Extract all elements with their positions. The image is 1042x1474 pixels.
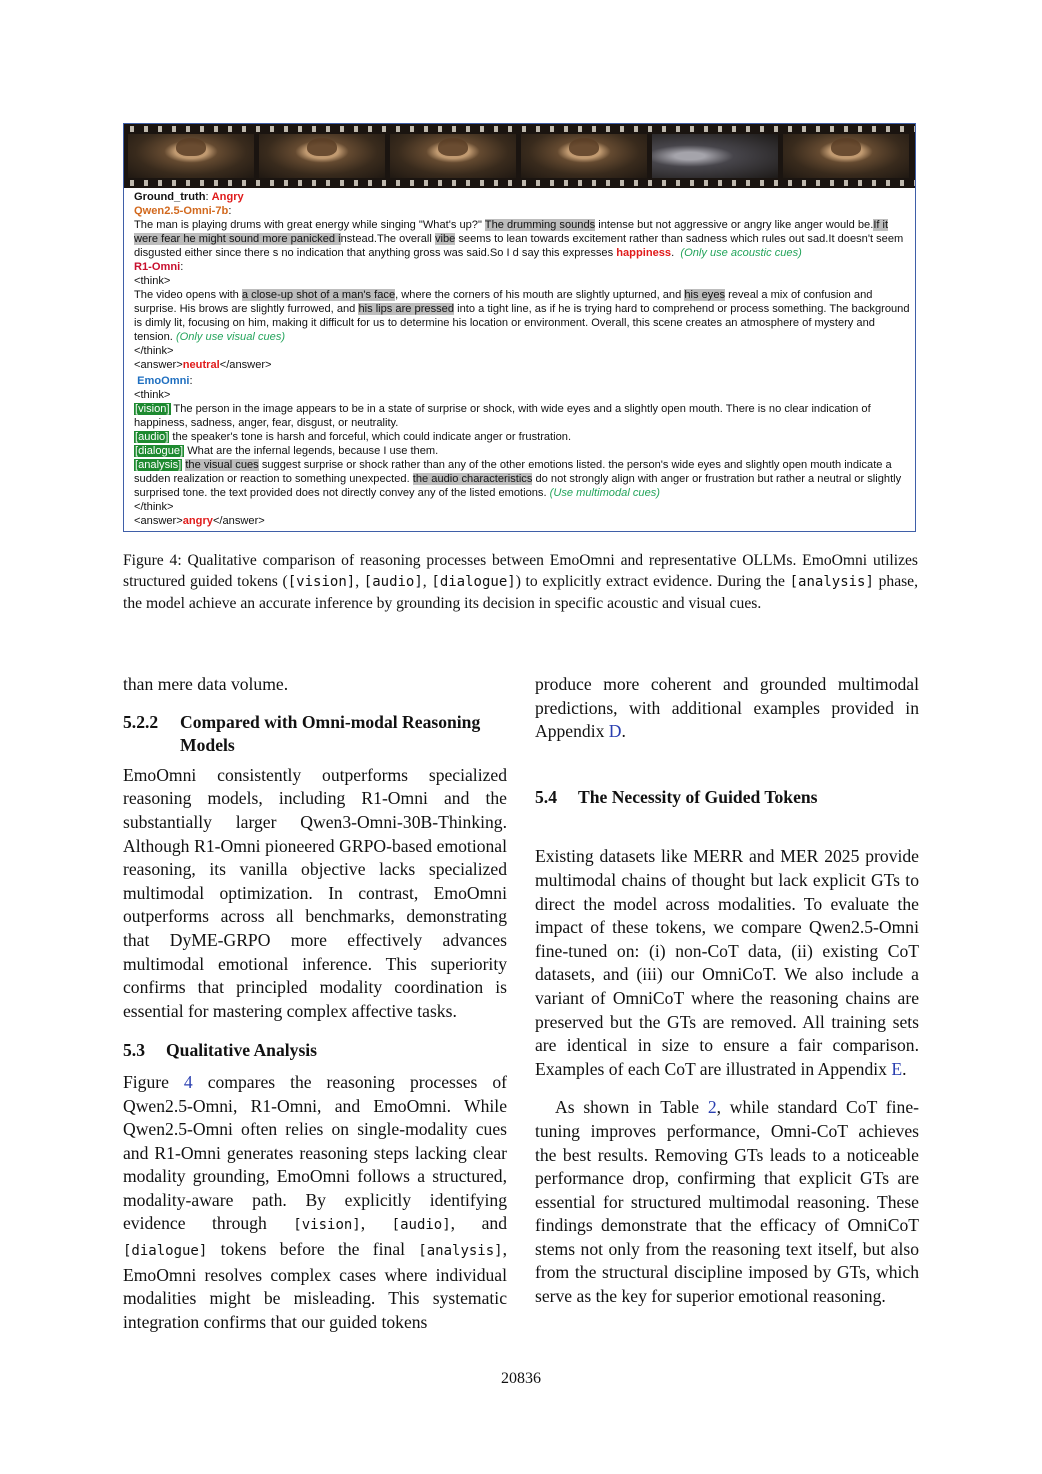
- r1-highlight-3: his lips are pressed: [358, 303, 455, 315]
- text-run: .: [621, 721, 626, 742]
- audio-text: the speaker's tone is harsh and forceful, which could indicate anger or frustration.: [169, 431, 572, 443]
- table-2-link[interactable]: 2: [707, 1097, 717, 1118]
- left-paragraph-continued: than mere data volume.: [123, 674, 289, 694]
- caption-text-1: Figure 4: Qualitative comparison of reasoning processes between EmoOmni and representative OLLMs. EmoOmni utilizes structured guided tokens (: [123, 552, 918, 590]
- qwen-text-3: nstead.The overall: [340, 233, 435, 245]
- ground-truth-label: Ground_truth: [134, 191, 206, 203]
- emo-answer-open: <answer>: [134, 515, 183, 527]
- film-perforations-bottom: [124, 180, 915, 186]
- text-run: As shown in Table: [555, 1097, 708, 1118]
- emo-think-open: <think>: [134, 389, 171, 401]
- qwen-text-1: The man is playing drums with great energy while singing "What's up?": [134, 219, 485, 231]
- caption-token-dialogue: [dialogue]: [431, 574, 516, 590]
- dialogue-token: [dialogue]: [135, 445, 184, 457]
- emo-analysis-step: [134, 458, 910, 500]
- section-title: The Necessity of Guided Tokens: [578, 786, 818, 807]
- section-5-4-paragraph-1: [535, 845, 919, 1081]
- ground-truth-row: Ground_truth: Angry: [134, 191, 244, 203]
- r1-think-close: </think>: [134, 345, 174, 357]
- inline-token-audio: [audio]: [391, 1217, 451, 1234]
- film-perforations-top: [124, 126, 915, 132]
- emo-answer: angry: [182, 515, 213, 527]
- vision-token: [vision]: [135, 403, 170, 415]
- appendix-d-link[interactable]: D: [608, 721, 622, 742]
- r1-text-3: reveal a mix of confusion and surprise. His brows are slightly furrowed, and: [134, 289, 873, 315]
- text-run: .: [902, 1058, 907, 1079]
- analysis-token: [analysis]: [135, 459, 182, 471]
- r1-highlight-2: his eyes: [684, 289, 726, 301]
- analysis-highlight-2: the audio characteristics: [412, 473, 533, 485]
- text-run: , and: [450, 1213, 507, 1234]
- qwen-model-name-row: Qwen2.5-Omni-7b:: [134, 205, 232, 217]
- audio-token: [audio]: [135, 431, 169, 443]
- video-frame-6: [783, 134, 909, 178]
- section-5-4-paragraph-2: [535, 1096, 919, 1308]
- caption-text-5: phase, the model achieve an accurate inference by grounding its decision in specific acoustic and visual cues.: [123, 573, 919, 612]
- caption-token-vision: [vision]: [287, 574, 356, 590]
- qwen-text-5: .: [671, 247, 675, 259]
- qwen-reasoning: [134, 218, 910, 260]
- qwen-model-name: Qwen2.5-Omni-7b: [134, 205, 229, 217]
- section-title: Compared with Omni-modal Reasoning Models: [180, 711, 481, 756]
- appendix-e-link[interactable]: E: [891, 1058, 903, 1079]
- text-run: ,: [360, 1213, 392, 1234]
- video-frame-4: [521, 134, 647, 178]
- qwen-note: (Only use acoustic cues): [680, 247, 802, 259]
- r1-model-name-row: R1-Omni:: [134, 261, 184, 273]
- r1-think-open: <think>: [134, 275, 171, 287]
- video-frame-5: [652, 134, 778, 178]
- right-paragraph-continued: [535, 673, 919, 744]
- section-title: Qualitative Analysis: [166, 1040, 318, 1061]
- ground-truth-value: Angry: [211, 191, 244, 203]
- caption-text-3: ,: [422, 573, 432, 590]
- inline-token-vision: [vision]: [293, 1217, 361, 1234]
- emo-audio-step: [134, 430, 910, 444]
- qwen-highlight-1: The drumming sounds: [484, 219, 596, 231]
- text-run: compares the reasoning processes of Qwen2.5-Omni, R1-Omni, and EmoOmni. While Qwen2.5-Omni often relies on single-modality cues and R1-Omni generates reasoning steps lacking clear modality grounding, EmoOmni follows a structured, modality-aware path. By explicitly identifying evidence through: [123, 1071, 507, 1234]
- r1-answer: neutral: [182, 359, 220, 371]
- section-5-3-heading: [123, 1039, 507, 1063]
- page-number: 20836: [501, 1370, 541, 1387]
- video-frame-1: [128, 134, 254, 178]
- section-5-3-paragraph: [123, 1071, 507, 1335]
- caption-text-2: ,: [355, 573, 364, 590]
- r1-answer-close: </answer>: [219, 359, 272, 371]
- r1-answer-row: [134, 358, 910, 372]
- dialogue-text: What are the infernal legends, because I use them.: [184, 445, 439, 457]
- r1-text-4: into a tight line, as if he is trying hard to comprehend or process something. The background is dimly lit, focusing on him, making it difficult for us to determine his location or environment. Overall, this scene creates an atmosphere of mystery and tension.: [134, 303, 910, 343]
- text-run: produce more coherent and grounded multimodal predictions, with additional examples provided in Appendix: [535, 674, 919, 742]
- left-column: [123, 673, 507, 1334]
- figure-caption: [123, 550, 918, 614]
- video-frame-2: [259, 134, 385, 178]
- text-run: tokens before the final: [207, 1239, 419, 1260]
- emo-dialogue-step: [134, 444, 910, 458]
- qwen-text-4: seems to lean towards excitement rather than sadness which rules out sad.It doesn't seem disgusted either since there s no indication that anything gross was said.So I d say this expresses: [134, 233, 904, 259]
- video-frame-3: [390, 134, 516, 178]
- text-run: , EmoOmni resolves complex cases where individual modalities might be misleading. This systematic integration confirms that our guided tokens: [123, 1239, 507, 1332]
- vision-text: The person in the image appears to be in a state of surprise or shock, with wide eyes and a slightly open mouth. There is no clear indication of happiness, sadness, anger, fear, disgust, or neutrality.: [134, 403, 871, 429]
- qwen-answer: happiness: [616, 247, 672, 259]
- figure-reference-link[interactable]: 4: [183, 1071, 193, 1092]
- r1-answer-open: <answer>: [134, 359, 183, 371]
- qwen-text-2: intense but not aggressive or angry like anger would be.: [595, 219, 874, 231]
- r1-model-name: R1-Omni: [134, 261, 181, 273]
- right-column: [535, 673, 919, 1309]
- video-filmstrip: [124, 124, 915, 188]
- emo-think-close: </think>: [134, 501, 174, 513]
- figure-4: [123, 123, 916, 532]
- r1-reasoning: [134, 288, 910, 344]
- section-5-2-2-paragraph: EmoOmni consistently outperforms specialized reasoning models, including R1-Omni and the substantially larger Qwen3-Omni-30B-Thinking. Although R1-Omni pioneered GRPO-based emotional reasoning, its vanilla objective lacks specialized multimodal optimization. In contrast, EmoOmni outperforms across all benchmarks, demonstrating that DyME-GRPO more effectively advances multimodal emotional inference. This superiority confirms that principled modality coordination is essential for mastering complex affective tasks.: [123, 764, 507, 1021]
- inline-token-dialogue: [dialogue]: [123, 1243, 208, 1260]
- section-5-4-heading: [535, 786, 919, 810]
- text-run: , while standard CoT fine-tuning improves performance, Omni-CoT achieves the best results. Removing GTs leads to a noticeable performance drop, confirming that explicit GTs are essential for structured multimodal reasoning. These findings demonstrate that the efficacy of OmniCoT stems not only from the reasoning text itself, but also from the structural discipline imposed by GTs, which serve as the key for superior emotional reasoning.: [535, 1097, 919, 1307]
- qwen-highlight-3: vibe: [434, 233, 456, 245]
- r1-note: (Only use visual cues): [175, 331, 286, 343]
- emo-answer-close: </answer>: [212, 515, 265, 527]
- emo-model-name: EmoOmni: [137, 375, 190, 387]
- caption-text-4: ) to explicitly extract evidence. During the: [515, 573, 790, 590]
- section-number: 5.2.2: [123, 711, 159, 732]
- emo-model-name-row: EmoOmni:: [137, 375, 193, 387]
- emo-answer-row: [134, 514, 910, 528]
- r1-highlight-1: a close-up shot of a man's face: [241, 289, 396, 301]
- emo-vision-step: [134, 402, 910, 430]
- text-run: Figure: [123, 1071, 184, 1092]
- analysis-highlight-1: the visual cues: [185, 459, 259, 471]
- analysis-text-1: suggest surprise or shock rather than any of the other emotions listed. the person's wide eyes and slightly open mouth indicate a sudden realization or reaction to something unexpected.: [134, 459, 892, 485]
- section-5-2-2-heading: [123, 711, 507, 758]
- caption-token-analysis: [analysis]: [789, 574, 874, 590]
- r1-text-2: , where the corners of his mouth are slightly upturned, and: [395, 289, 685, 301]
- qwen-highlight-2: If it were fear he might sound more panicked i: [134, 219, 889, 245]
- analysis-text-2: do not strongly align with anger or frustration but rather a neutral or slightly surprised tone. the text provided does not directly convey any of the listed emotions.: [134, 473, 902, 499]
- caption-token-audio: [audio]: [363, 574, 423, 590]
- section-number: 5.4: [535, 786, 557, 807]
- r1-text-1: The video opens with: [134, 289, 242, 301]
- emo-note: (Use multimodal cues): [549, 487, 660, 499]
- text-run: Existing datasets like MERR and MER 2025 provide multimodal chains of thought but lack explicit GTs to direct the model across modalities. To evaluate the impact of these tokens, we compare Qwen2.5-Omni fine-tuned on: (i) non-CoT data, (ii) existing CoT datasets, and (iii) our OmniCoT. We also include a variant of OmniCoT where the reasoning chains are preserved but the GTs are removed. All training sets are identical in size to ensure a fair comparison. Examples of each CoT are illustrated in Appendix: [535, 846, 919, 1079]
- figure-reasoning-text: [134, 190, 910, 528]
- inline-token-analysis: [analysis]: [418, 1243, 503, 1260]
- section-number: 5.3: [123, 1040, 145, 1061]
